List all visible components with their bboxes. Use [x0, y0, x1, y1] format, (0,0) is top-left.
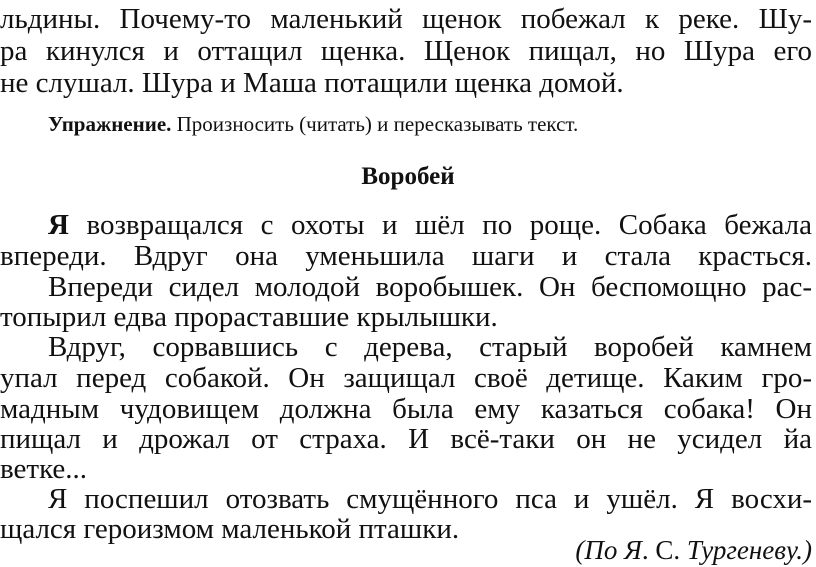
story-line-6: упал перед собакой. Он защищал своё детище. Каким гро- [0, 362, 812, 394]
story-first-line-rest: возвращался с охоты и шёл по роще. Собака бежала [68, 209, 812, 241]
story-line-8: пищал и дрожал от страха. И всё-таки он не усидел йа [0, 423, 812, 455]
story-first-word: Я [48, 209, 69, 241]
story-title: Воробей [361, 163, 455, 190]
attribution-initial-2: С [655, 535, 674, 565]
story-attribution [575, 533, 812, 567]
story-line-11: щался героизмом маленькой пташки. [0, 513, 460, 545]
attribution-open: (По [575, 535, 625, 565]
attribution-initial-1: Я [624, 535, 642, 565]
story-line-7: мадным чудовищем должна была ему казаться собака! Он [0, 393, 812, 425]
story-line-4: топырил едва прораставшие крылышки. [0, 301, 498, 333]
story-line-10: Я поспешил отозвать смущённого пса и ушёл. Я восхи- [48, 483, 812, 515]
exercise-text: Произносить (читать) и пересказывать текст. [171, 112, 579, 136]
exercise-instruction [48, 110, 578, 138]
intro-line-3: не слушал. Шура и Маша потащили щенка домой. [0, 67, 624, 99]
story-line-2: впереди. Вдруг она уменьшила шаги и стала красться. [0, 240, 812, 272]
exercise-label: Упражнение. [48, 112, 172, 136]
story-line-3: Впереди сидел молодой воробышек. Он беспомощно рас- [48, 271, 812, 303]
intro-line-2: ра кинулся и оттащил щенка. Щенок пищал, но Шура его [0, 35, 812, 67]
attribution-dot-2: . [673, 535, 687, 565]
story-line-5: Вдруг, сорвавшись с дерева, старый воробей камнем [48, 331, 812, 363]
story-line-9: ветке... [0, 453, 88, 485]
attribution-dot-1: . [641, 535, 656, 565]
intro-line-1: льдины. Почему-то маленький щенок побежал к реке. Шу- [0, 3, 812, 35]
attribution-name: Тургеневу.) [686, 535, 812, 565]
story-line-1 [48, 208, 812, 242]
